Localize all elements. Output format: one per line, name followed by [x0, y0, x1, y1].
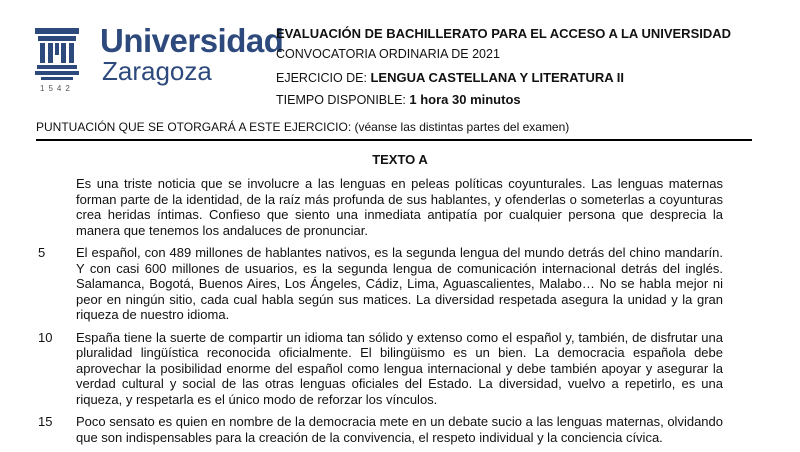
paragraph-text: El español, con 489 millones de hablantes nativos, es la segunda lengua del mundo detrás del chino mandarín. Y con casi 600 millones de usuarios, es la segunda lengua de comunicación internacional detrás del inglés. Salamanca, Bogotá, Buenos Aires, Los Ángeles, Cádiz, Lima, Aguascalientes, Malabo… No se habla mejor ni peor en ningún sitio, cada cual habla según sus matices. La diversidad respetada asegura la unidad y la gran riqueza de nuestro idioma. — [76, 245, 723, 322]
divider — [36, 139, 752, 141]
paragraph — [0, 245, 800, 323]
line-number: 15 — [38, 414, 53, 429]
ejercicio-value: LENGUA CASTELLANA Y LITERATURA II — [370, 70, 624, 85]
text-body — [0, 176, 800, 452]
line-number: 10 — [38, 329, 53, 345]
logo-year: 1542 — [40, 84, 74, 93]
exam-header — [0, 0, 800, 112]
ejercicio-label: EJERCICIO DE: — [276, 71, 367, 85]
ejercicio-line — [276, 71, 624, 85]
logo-name-universidad: Universidad — [100, 22, 284, 59]
line-number: 5 — [38, 245, 46, 260]
paragraph-text: España tiene la suerte de compartir un idioma tan sólido y extenso como el español y, también, de disfrutar una pluralidad lingüística reconocida oficialmente. El bilingüismo es un bien. La democracia española debe aprovechar la posibilidad enorme del español como lengua internacional y debe también apoyar y asegurar la verdad cultural y social de las otras lenguas oficiales del Estado. La diversidad, vuelvo a repetirlo, es una riqueza, y respetarla es el único modo de reforzar los vínculos. — [76, 329, 723, 407]
paragraph — [0, 176, 800, 238]
score-note: PUNTUACIÓN QUE SE OTORGARÁ A ESTE EJERCICIO: (véanse las distintas partes del examen) — [36, 120, 570, 134]
paragraph-text: Es una triste noticia que se involucre a las lenguas en peleas políticas coyunturales. Las lenguas maternas forman parte de la identidad, de la raíz más profunda de sus hablantes, y ofenderlas o someterlas a coyunturas crea heridas íntimas. Confieso que siento una inmediata antipatía por cualquier persona que desprecia la manera que tenemos los andaluces de pronunciar. — [76, 176, 723, 238]
university-seal-icon — [34, 26, 80, 82]
tiempo-value: 1 hora 30 minutos — [409, 92, 521, 107]
tiempo-label: TIEMPO DISPONIBLE: — [276, 93, 406, 107]
logo-name-zaragoza: Zaragoza — [102, 56, 212, 86]
convocatoria: CONVOCATORIA ORDINARIA DE 2021 — [276, 47, 500, 61]
paragraph-text: Poco sensato es quien en nombre de la democracia mete en un debate sucio a las lenguas maternas, olvidando que son indispensables para la creación de la convivencia, el respeto individual y la conciencia cívica. — [76, 414, 723, 445]
text-title: TEXTO A — [372, 152, 428, 167]
paragraph — [0, 414, 800, 445]
university-logo — [34, 22, 284, 96]
paragraph — [0, 330, 800, 408]
exam-title: EVALUACIÓN DE BACHILLERATO PARA EL ACCESO A LA UNIVERSIDAD — [276, 26, 732, 41]
tiempo-line — [276, 93, 521, 107]
